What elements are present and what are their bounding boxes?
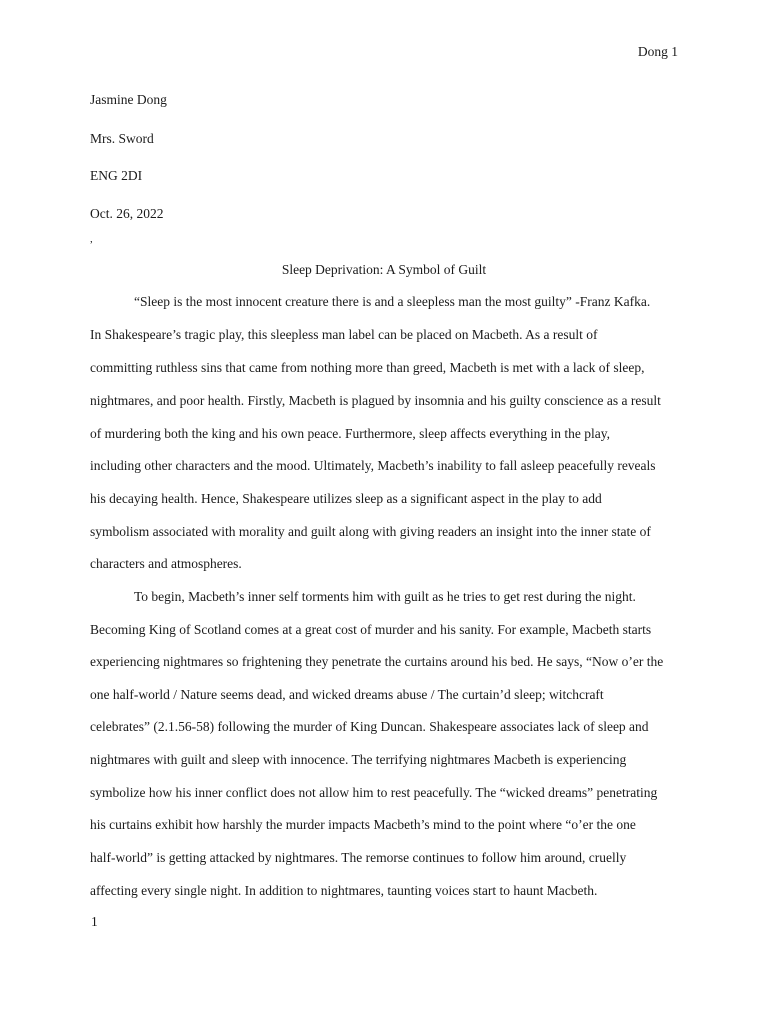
page-number: 1 — [91, 914, 98, 929]
date: Oct. 26, 2022 — [90, 206, 164, 221]
author-name: Jasmine Dong — [90, 92, 167, 107]
body-line: one half-world / Nature seems dead, and wicked dreams abuse / The curtain’d sleep; witchcraft — [90, 687, 604, 702]
body-line: Becoming King of Scotland comes at a great cost of murder and his sanity. For example, Macbeth starts — [90, 622, 652, 637]
body-line: affecting every single night. In addition to nightmares, taunting voices start to haunt Macbeth. — [90, 883, 598, 898]
body-line: experiencing nightmares so frightening they penetrate the curtains around his bed. He says, “Now o’er the — [90, 654, 664, 669]
body-line: To begin, Macbeth’s inner self torments him with guilt as he tries to get rest during the night. — [134, 589, 636, 604]
body-line: of murdering both the king and his own peace. Furthermore, sleep affects everything in the play, — [90, 426, 610, 441]
body-line: characters and atmospheres. — [90, 556, 242, 571]
body-line: symbolize how his inner conflict does not allow him to rest peacefully. The “wicked dreams” penetrating — [90, 785, 658, 800]
body-line: “Sleep is the most innocent creature there is and a sleepless man the most guilty” -Franz Kafka. — [134, 294, 651, 309]
body-line: In Shakespeare’s tragic play, this sleepless man label can be placed on Macbeth. As a result of — [90, 327, 598, 342]
body-line: his decaying health. Hence, Shakespeare utilizes sleep as a significant aspect in the play to add — [90, 491, 602, 506]
stray-mark: , — [90, 233, 93, 245]
body-line: symbolism associated with morality and guilt along with giving readers an insight into the inner state of — [90, 524, 651, 539]
body-line: half-world” is getting attacked by nightmares. The remorse continues to follow him around, cruelly — [90, 850, 627, 865]
running-head: Dong 1 — [637, 44, 678, 59]
teacher-name: Mrs. Sword — [90, 131, 154, 146]
body-line: nightmares with guilt and sleep with innocence. The terrifying nightmares Macbeth is experiencing — [90, 752, 627, 767]
body-line: committing ruthless sins that came from nothing more than greed, Macbeth is met with a lack of sleep, — [90, 360, 645, 375]
body-line: nightmares, and poor health. Firstly, Macbeth is plagued by insomnia and his guilty conscience as a result — [90, 393, 661, 408]
essay-title: Sleep Deprivation: A Symbol of Guilt — [281, 262, 487, 277]
body-line: including other characters and the mood. Ultimately, Macbeth’s inability to fall asleep peacefully reveals — [90, 458, 656, 473]
body-line: his curtains exhibit how harshly the murder impacts Macbeth’s mind to the point where “o’er the one — [90, 817, 636, 832]
body-line: celebrates” (2.1.56-58) following the murder of King Duncan. Shakespeare associates lack of sleep and — [90, 719, 649, 734]
course-code: ENG 2DI — [90, 168, 143, 183]
